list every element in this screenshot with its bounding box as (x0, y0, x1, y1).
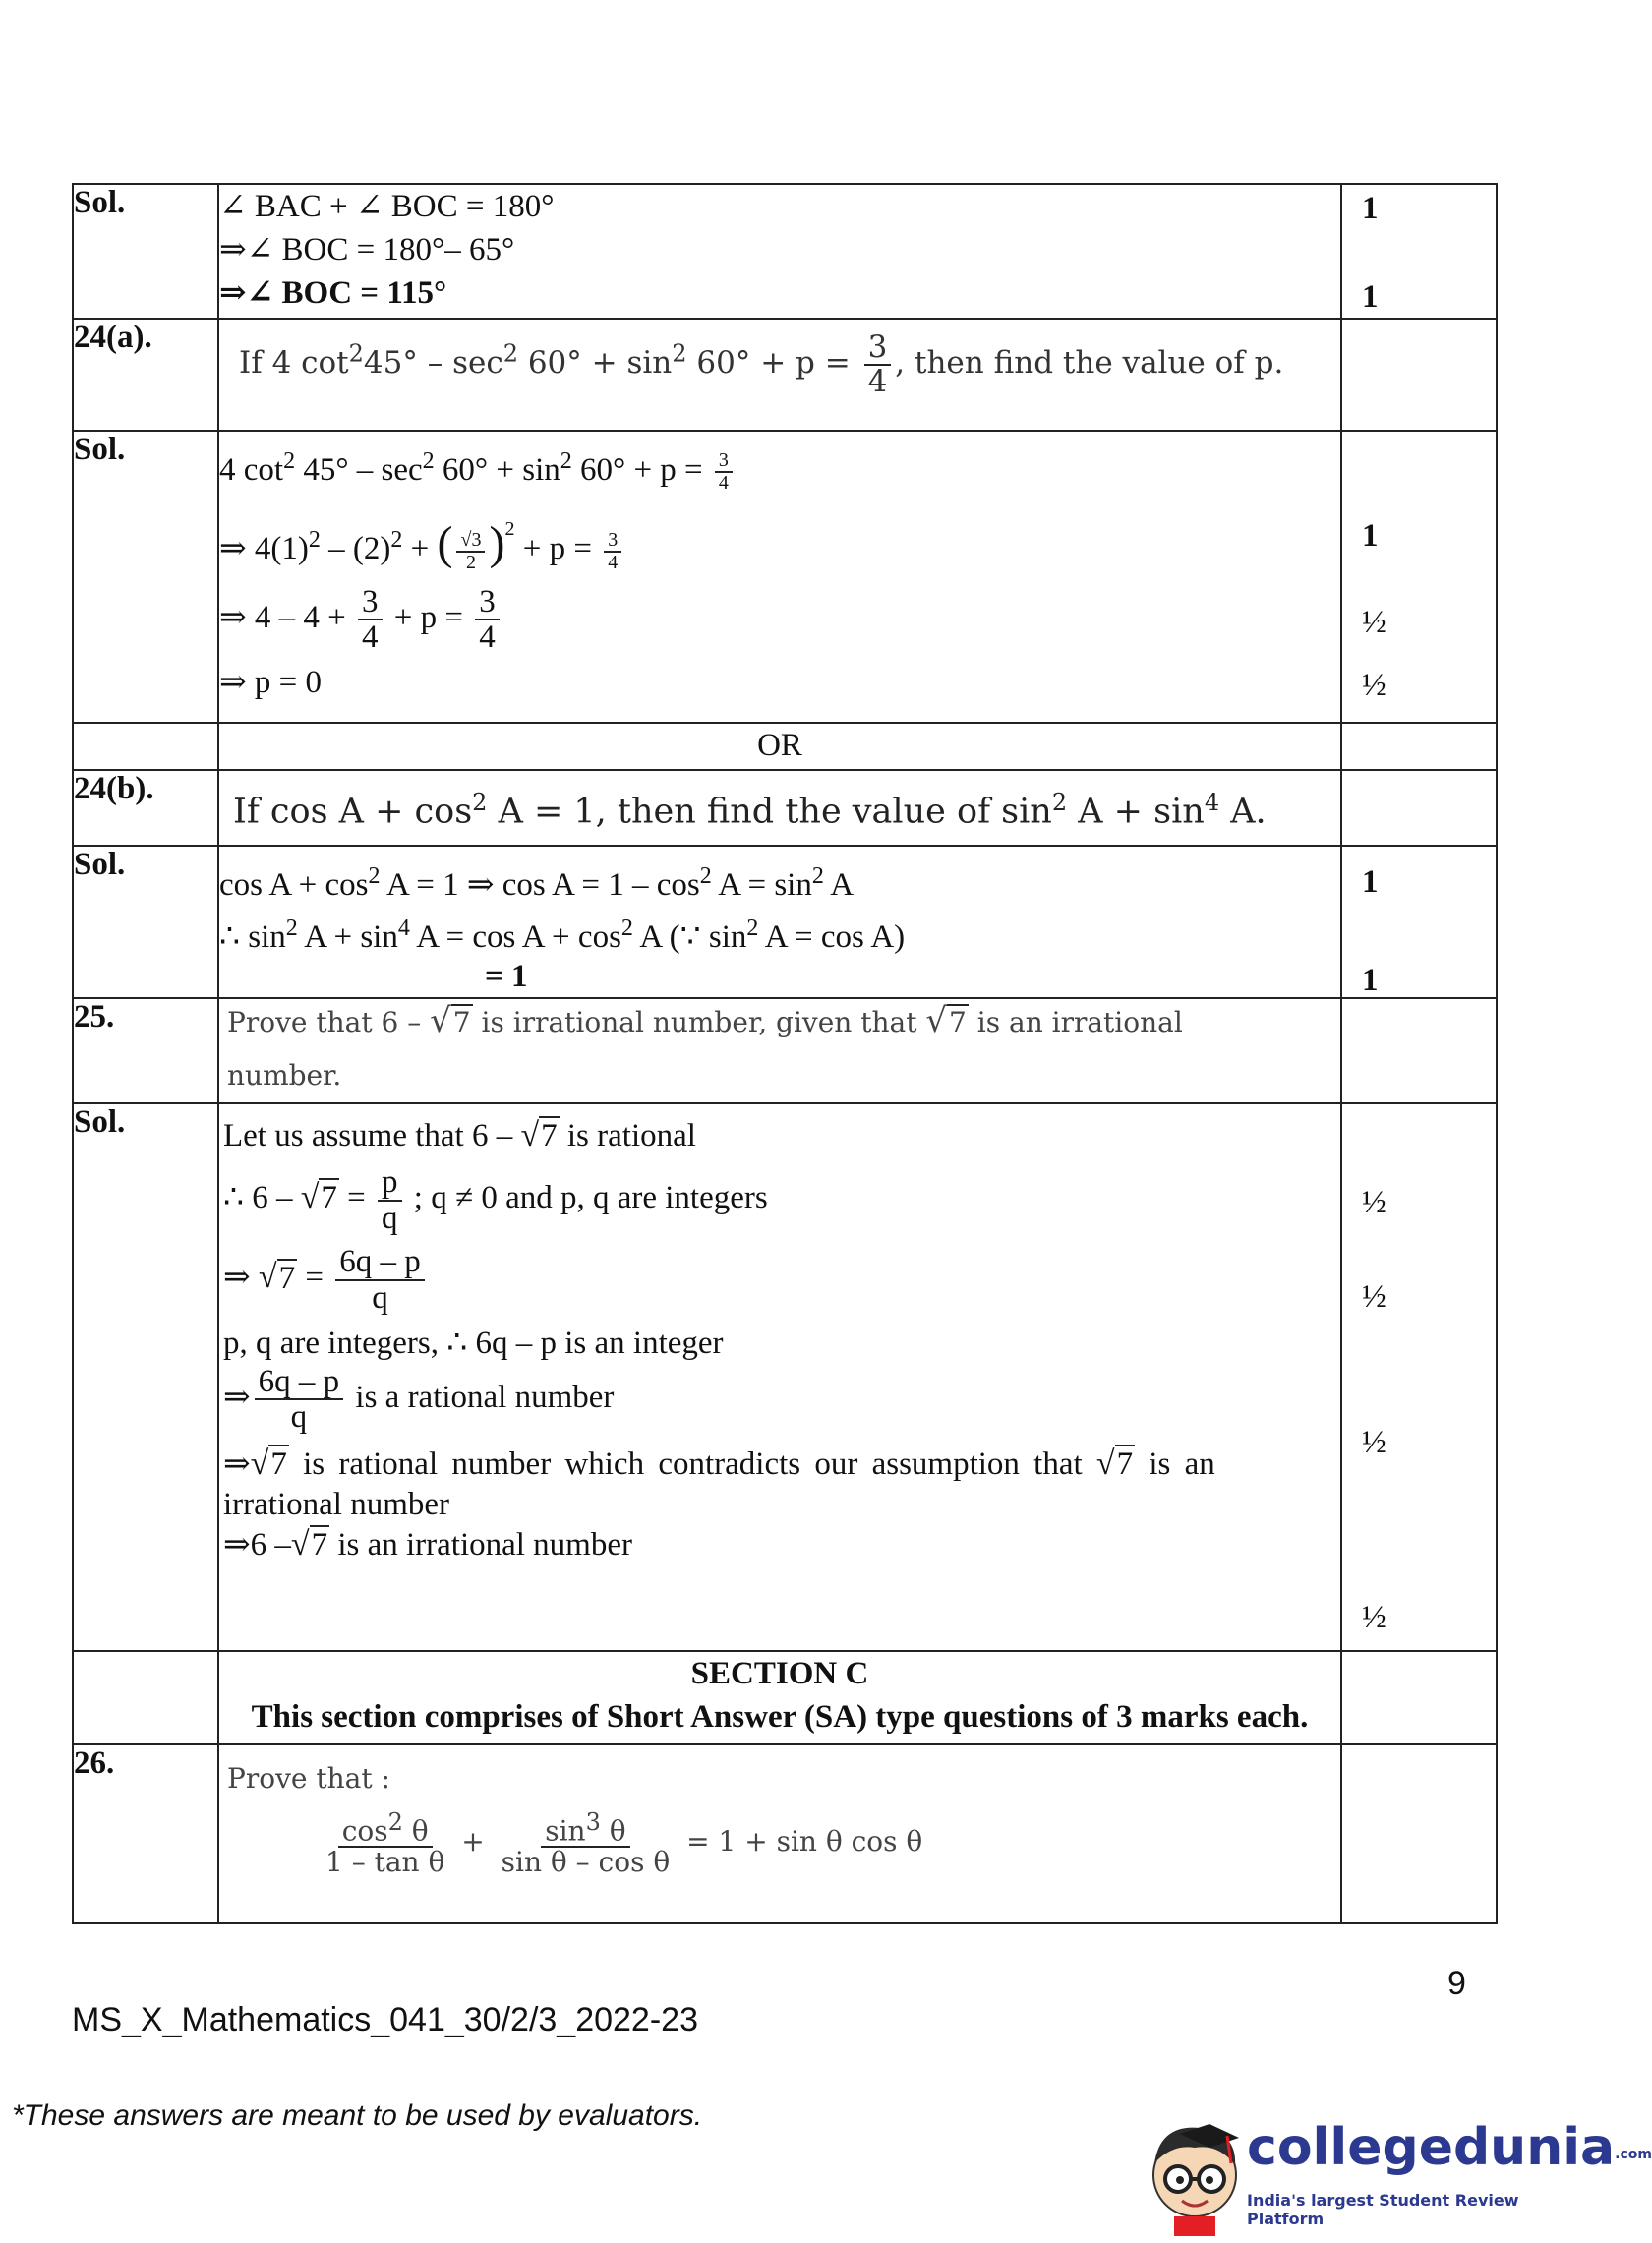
solution-line: ⇒ √7 = $\frac{6q - p}{q}$ (219, 1245, 1340, 1315)
row-label: 24(b). (73, 770, 218, 846)
question-cell (218, 1744, 1341, 1923)
question-text: If $\cos A + \cos^2 A = 1$, then find the value of $\sin^2 A + \sin^4 A$. (233, 789, 1267, 832)
row-label: Sol. (73, 846, 218, 998)
question-text: Prove that 6 – √7 is irrational number, given that √7 is an irrational (227, 1001, 1183, 1040)
solution-line: $\cos A + \cos^2 A = 1$ ⇒ $\cos A = 1 - \cos^2 A = \sin^2 A$ (219, 863, 855, 903)
solution-line: ⇒∠ BOC = 180°– 65° (219, 232, 515, 267)
marks-cell (1341, 1103, 1497, 1651)
mark: ½ (1362, 1185, 1386, 1220)
table-row (73, 319, 1497, 431)
mark: 1 (1362, 191, 1379, 226)
section-header (218, 1651, 1341, 1744)
mark: 1 (1362, 518, 1379, 554)
mark: ½ (1362, 1425, 1386, 1460)
fraction: $\frac{6q - p}{q}$ (255, 1365, 344, 1435)
fraction: $\frac{\sin^3 \theta}{\text{sin θ – cos θ}}$ (501, 1808, 671, 1878)
mark: ½ (1362, 1600, 1386, 1635)
solution-line: ⇒ 4 – 4 + $\frac{3}{4}$ + p = $\frac{3}{4}$ (219, 585, 1340, 655)
or-separator: OR (218, 723, 1341, 770)
marks-cell (1341, 1744, 1497, 1923)
solution-line: ∴ 6 – √7 = $\frac{p}{q}$ ; q ≠ 0 and p, q are integers (223, 1164, 768, 1236)
solution-line: ⇒ p = 0 (219, 665, 323, 701)
solution-cell (218, 846, 1341, 998)
section-description: This section comprises of Short Answer (SA) type questions of 3 marks each. (251, 1699, 1309, 1735)
marks-cell (1341, 998, 1497, 1103)
table-row (73, 998, 1497, 1103)
fraction: $\frac{√3}{2}$ (456, 530, 485, 573)
solution-line: ⇒ $4(1)^2 - (2)^2$ + ( $\frac{√3}{2}$ )$^2$ + p = $\frac{3}{4}$ (219, 507, 1340, 572)
fraction: $\frac{3}{4}$ (864, 331, 892, 397)
fraction: $\frac{3}{4}$ (715, 450, 733, 494)
collegedunia-logo (1141, 2114, 1652, 2237)
marks-cell (1341, 770, 1497, 846)
solution-line: 4 $\cot^2 45^\circ - \sec^2 60^\circ + \sin^2 60^\circ + p$ = $\frac{3}{4}$ (219, 440, 1340, 494)
row-label: 26. (73, 1744, 218, 1923)
table-row (73, 846, 1497, 998)
row-label: 24(a). (73, 319, 218, 431)
solution-line: ⇒√7 is rational number which contradicts our assumption that √7 is an (223, 1445, 1215, 1482)
marks-cell (1341, 431, 1497, 723)
brand-name: collegedunia.com (1247, 2118, 1652, 2177)
mark: ½ (1362, 605, 1386, 640)
row-label: Sol. (73, 184, 218, 319)
solution-line: ∠ BAC + ∠ BOC = 180° (219, 189, 555, 224)
mark: 1 (1362, 279, 1379, 315)
marks-cell (1341, 846, 1497, 998)
solution-cell (218, 431, 1341, 723)
fraction: $\frac{p}{q}$ (378, 1165, 402, 1235)
table-row (73, 1103, 1497, 1651)
solution-cell (218, 1103, 1341, 1651)
mark: ½ (1362, 1279, 1386, 1315)
question-text: If 4 $\cot^245^\circ - \sec^2 60^\circ + \sin^2 60^\circ + p$ = $\frac{3}{4}$ , then find the value of p. (239, 329, 1284, 399)
table-row (73, 1744, 1497, 1923)
question-text: number. (227, 1059, 342, 1092)
question-text: Prove that : (227, 1762, 390, 1795)
solution-line: ⇒∠ BOC = 115° (219, 275, 447, 311)
mark: ½ (1362, 668, 1386, 703)
solution-line: = 1 (485, 959, 528, 994)
solution-line: irrational number (223, 1486, 450, 1522)
question-equation: $\frac{\cos^2 \theta}{\text{1 – tan θ}}$ + $\frac{\sin^3 \theta}{\text{sin θ – cos θ}}$ = 1 + sin θ cos θ (219, 1810, 1340, 1876)
solution-line: p, q are integers, ∴ 6q – p is an integer (223, 1325, 724, 1361)
row-label: Sol. (73, 1103, 218, 1651)
question-cell (218, 998, 1341, 1103)
fraction: $\frac{3}{4}$ (358, 585, 383, 655)
document-code: MS_X_Mathematics_041_30/2/3_2022-23 (72, 2001, 698, 2038)
solution-line: ⇒6 –√7 is an irrational number (223, 1525, 632, 1563)
fraction: $\frac{6q - p}{q}$ (335, 1245, 425, 1315)
section-title: SECTION C (690, 1656, 869, 1691)
marks-cell (1341, 184, 1497, 319)
solution-line: Let us assume that 6 – √7 is rational (223, 1117, 696, 1153)
fraction: $\frac{3}{4}$ (604, 530, 621, 573)
table-row (73, 431, 1497, 723)
question-cell (218, 319, 1341, 431)
marking-scheme-table (72, 183, 1498, 1924)
solution-line: ⇒ $\frac{6q - p}{q}$ is a rational number (223, 1363, 615, 1436)
table-row (73, 770, 1497, 846)
row-label: 25. (73, 998, 218, 1103)
solution-line: ∴ $\sin^2 A + \sin^4 A = \cos A + \cos^2 A$ (∵ $\sin^2 A = \cos A$) (219, 915, 906, 955)
brand-tagline: India's largest Student Review Platform (1247, 2191, 1519, 2228)
mark: 1 (1362, 864, 1379, 900)
evaluator-note: *These answers are meant to be used by evaluators. (12, 2099, 703, 2132)
table-row (73, 1651, 1497, 1744)
row-label: Sol. (73, 431, 218, 723)
table-row (73, 723, 1497, 770)
solution-cell (218, 184, 1341, 319)
question-cell (218, 770, 1341, 846)
fraction: $\frac{3}{4}$ (475, 585, 500, 655)
fraction: $\frac{\cos^2 \theta}{\text{1 – tan θ}}$ (325, 1808, 445, 1878)
mascot-icon (1141, 2114, 1249, 2237)
marks-cell (1341, 319, 1497, 431)
table-row (73, 184, 1497, 319)
mark: 1 (1362, 963, 1379, 998)
page-number: 9 (1447, 1965, 1466, 2002)
